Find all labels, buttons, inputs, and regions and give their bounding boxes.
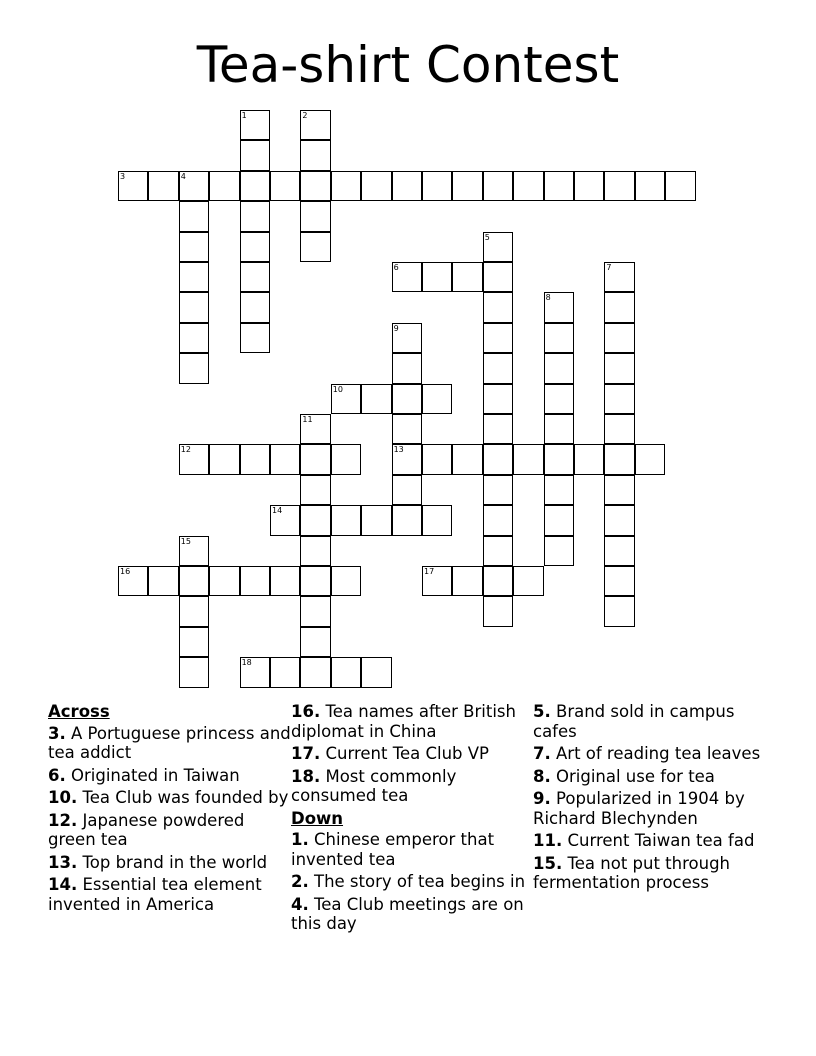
grid-cell[interactable] — [118, 171, 148, 201]
grid-cell[interactable] — [604, 323, 634, 353]
grid-cell[interactable] — [240, 444, 270, 474]
grid-cell[interactable] — [179, 171, 209, 201]
grid-cell[interactable] — [240, 566, 270, 596]
grid-cell[interactable] — [422, 566, 452, 596]
clue-text: The story of tea begins in — [308, 872, 526, 891]
grid-cell[interactable] — [300, 596, 330, 626]
grid-cell[interactable] — [179, 596, 209, 626]
grid-cell[interactable] — [300, 140, 330, 170]
grid-cell[interactable] — [331, 444, 361, 474]
cell-number: 14 — [272, 506, 283, 516]
clue-number: 1. — [291, 830, 309, 849]
grid-cell[interactable] — [604, 475, 634, 505]
grid-cell[interactable] — [300, 414, 330, 444]
clue-text: Current Taiwan tea fad — [562, 831, 755, 850]
grid-cell[interactable] — [300, 110, 330, 140]
clue — [48, 875, 293, 914]
grid-cell[interactable] — [604, 353, 634, 383]
clue — [48, 766, 293, 786]
grid-cell[interactable] — [422, 505, 452, 535]
grid-cell[interactable] — [483, 232, 513, 262]
grid-cell[interactable] — [422, 171, 452, 201]
grid-cell[interactable] — [300, 171, 330, 201]
clue-number: 11. — [533, 831, 563, 850]
clue — [48, 811, 293, 850]
grid-cell[interactable] — [392, 353, 422, 383]
grid-cell[interactable] — [361, 384, 391, 414]
grid-cell[interactable] — [270, 171, 300, 201]
grid-cell[interactable] — [544, 536, 574, 566]
clue-text: Tea names after British diplomat in China — [291, 702, 516, 741]
clue-number: 18. — [291, 766, 321, 786]
grid-cell[interactable] — [179, 627, 209, 657]
clue-number: 4. — [291, 894, 309, 914]
cell-number: 6 — [393, 263, 399, 272]
clue — [48, 788, 293, 808]
grid-cell[interactable] — [300, 566, 330, 596]
grid-cell[interactable] — [300, 657, 330, 687]
grid-cell[interactable] — [331, 384, 361, 414]
grid-cell[interactable] — [604, 596, 634, 626]
clue — [533, 854, 778, 893]
clue-text: Japanese powdered green tea — [48, 810, 245, 849]
clue-text: Chinese emperor that invented tea — [291, 830, 495, 869]
cell-number: 5 — [484, 232, 490, 242]
grid-cell[interactable] — [544, 384, 574, 414]
clue-text: Art of reading tea leaves — [550, 744, 761, 763]
grid-cell[interactable] — [604, 414, 634, 444]
grid-cell[interactable] — [604, 566, 634, 596]
grid-cell[interactable] — [604, 444, 634, 474]
clue-text: Popularized in 1904 by Richard Blechynden — [533, 789, 745, 828]
grid-cell[interactable] — [544, 505, 574, 535]
grid-cell[interactable] — [604, 292, 634, 322]
across-heading: Across — [48, 702, 110, 721]
grid-cell[interactable] — [240, 171, 270, 201]
clue-text: Tea not put through fermentation process — [533, 853, 731, 892]
grid-cell[interactable] — [392, 505, 422, 535]
cell-number: 9 — [393, 323, 399, 333]
clue — [291, 767, 536, 806]
clue-text: Top brand in the world — [77, 852, 268, 872]
grid-cell[interactable] — [179, 566, 209, 596]
grid-cell[interactable] — [483, 596, 513, 626]
grid-cell[interactable] — [392, 262, 422, 292]
puzzle-title: Tea-shirt Contest — [196, 36, 620, 94]
grid-cell[interactable] — [179, 201, 209, 231]
grid-cell[interactable] — [422, 384, 452, 414]
grid-cell[interactable] — [574, 444, 604, 474]
grid-cell[interactable] — [118, 566, 148, 596]
clue-column-1 — [48, 702, 293, 917]
clue-text: Current Tea Club VP — [320, 744, 489, 763]
clue-text: Original use for tea — [550, 766, 715, 786]
grid-cell[interactable] — [179, 444, 209, 474]
grid-cell[interactable] — [148, 171, 178, 201]
grid-cell[interactable] — [270, 505, 300, 535]
grid-cell[interactable] — [483, 505, 513, 535]
grid-cell[interactable] — [483, 323, 513, 353]
clue — [533, 789, 778, 828]
grid-cell[interactable] — [483, 171, 513, 201]
clue — [291, 744, 536, 764]
cell-number: 12 — [180, 445, 191, 455]
grid-cell[interactable] — [604, 262, 634, 292]
clue-number: 3. — [48, 723, 66, 743]
clue-number: 8. — [533, 766, 551, 786]
grid-cell[interactable] — [392, 323, 422, 353]
grid-cell[interactable] — [300, 627, 330, 657]
clue — [291, 830, 536, 869]
grid-cell[interactable] — [544, 323, 574, 353]
grid-cell[interactable] — [483, 353, 513, 383]
grid-cell[interactable] — [361, 657, 391, 687]
grid-cell[interactable] — [392, 384, 422, 414]
grid-cell[interactable] — [179, 262, 209, 292]
clue-column-2 — [291, 702, 536, 937]
clue-text: Tea Club meetings are on this day — [291, 894, 524, 933]
grid-cell[interactable] — [544, 292, 574, 322]
grid-cell[interactable] — [452, 566, 482, 596]
grid-cell[interactable] — [544, 444, 574, 474]
grid-cell[interactable] — [483, 566, 513, 596]
grid-cell[interactable] — [604, 505, 634, 535]
grid-cell[interactable] — [270, 444, 300, 474]
grid-cell[interactable] — [604, 384, 634, 414]
grid-cell[interactable] — [179, 323, 209, 353]
grid-cell[interactable] — [209, 566, 239, 596]
grid-cell[interactable] — [361, 505, 391, 535]
clue — [291, 872, 536, 892]
grid-cell[interactable] — [240, 262, 270, 292]
clue-number: 10. — [48, 788, 78, 807]
grid-cell[interactable] — [392, 171, 422, 201]
cell-number: 8 — [545, 293, 551, 303]
grid-cell[interactable] — [240, 292, 270, 322]
grid-cell[interactable] — [513, 566, 543, 596]
clue-text: Tea Club was founded by — [77, 788, 289, 807]
grid-cell[interactable] — [331, 566, 361, 596]
grid-cell[interactable] — [300, 475, 330, 505]
clue-text: A Portuguese princess and tea addict — [48, 723, 291, 762]
clue — [533, 831, 778, 851]
grid-cell[interactable] — [209, 444, 239, 474]
clue-text: Most commonly consumed tea — [291, 766, 457, 805]
clue — [291, 895, 536, 934]
cell-number: 7 — [606, 263, 612, 272]
grid-cell[interactable] — [300, 201, 330, 231]
grid-cell[interactable] — [209, 171, 239, 201]
grid-cell[interactable] — [483, 536, 513, 566]
clue-number: 5. — [533, 702, 551, 721]
grid-cell[interactable] — [604, 171, 634, 201]
clue-number: 9. — [533, 789, 551, 808]
clue — [48, 853, 293, 873]
grid-cell[interactable] — [544, 171, 574, 201]
grid-cell[interactable] — [665, 171, 695, 201]
grid-cell[interactable] — [392, 475, 422, 505]
grid-cell[interactable] — [513, 171, 543, 201]
grid-cell[interactable] — [544, 475, 574, 505]
grid-cell[interactable] — [452, 262, 482, 292]
grid-cell[interactable] — [240, 323, 270, 353]
grid-cell[interactable] — [483, 262, 513, 292]
clue-number: 15. — [533, 853, 563, 873]
clue — [533, 744, 778, 764]
cell-number: 1 — [241, 111, 247, 120]
grid-cell[interactable] — [604, 536, 634, 566]
clue-text: Originated in Taiwan — [65, 765, 240, 785]
clue — [533, 702, 778, 741]
cell-number: 11 — [302, 415, 313, 424]
grid-cell[interactable] — [300, 536, 330, 566]
cell-number: 10 — [332, 384, 343, 394]
grid-cell[interactable] — [452, 444, 482, 474]
grid-cell[interactable] — [392, 414, 422, 444]
cell-number: 4 — [180, 171, 186, 181]
clue-number: 13. — [48, 852, 78, 872]
clue-number: 7. — [533, 744, 551, 763]
grid-cell[interactable] — [240, 140, 270, 170]
grid-cell[interactable] — [635, 171, 665, 201]
grid-cell[interactable] — [240, 657, 270, 687]
grid-cell[interactable] — [300, 444, 330, 474]
grid-cell[interactable] — [483, 414, 513, 444]
cell-number: 16 — [120, 567, 131, 576]
grid-cell[interactable] — [422, 444, 452, 474]
grid-cell[interactable] — [513, 444, 543, 474]
grid-cell[interactable] — [483, 292, 513, 322]
grid-cell[interactable] — [240, 232, 270, 262]
grid-cell[interactable] — [240, 201, 270, 231]
grid-cell[interactable] — [574, 171, 604, 201]
grid-cell[interactable] — [544, 353, 574, 383]
grid-cell[interactable] — [483, 475, 513, 505]
grid-cell[interactable] — [148, 566, 178, 596]
clue-number: 14. — [48, 875, 78, 894]
grid-cell[interactable] — [179, 232, 209, 262]
grid-cell[interactable] — [331, 171, 361, 201]
cell-number: 15 — [180, 536, 191, 546]
cell-number: 18 — [241, 658, 252, 668]
clue-text: Essential tea element invented in America — [48, 875, 262, 914]
grid-cell[interactable] — [270, 566, 300, 596]
clue-number: 6. — [48, 765, 66, 785]
clue-column-3 — [533, 702, 778, 896]
clue-number: 12. — [48, 810, 78, 830]
grid-cell[interactable] — [483, 384, 513, 414]
grid-cell[interactable] — [452, 171, 482, 201]
grid-cell[interactable] — [392, 444, 422, 474]
grid-cell[interactable] — [179, 536, 209, 566]
clue-text: Brand sold in campus cafes — [533, 702, 735, 741]
cell-number: 13 — [393, 445, 404, 455]
grid-cell[interactable] — [300, 232, 330, 262]
grid-cell[interactable] — [331, 657, 361, 687]
grid-cell[interactable] — [240, 110, 270, 140]
cell-number: 3 — [120, 171, 126, 181]
grid-cell[interactable] — [422, 262, 452, 292]
clue-number: 16. — [291, 702, 321, 721]
grid-cell[interactable] — [270, 657, 300, 687]
clue-number: 17. — [291, 744, 321, 763]
grid-cell[interactable] — [179, 353, 209, 383]
clue — [533, 767, 778, 787]
down-heading: Down — [291, 808, 344, 828]
grid-cell[interactable] — [331, 505, 361, 535]
clue-number: 2. — [291, 872, 309, 891]
grid-cell[interactable] — [300, 505, 330, 535]
grid-cell[interactable] — [179, 292, 209, 322]
cell-number: 2 — [302, 111, 308, 120]
clue — [48, 724, 293, 763]
grid-cell[interactable] — [179, 657, 209, 687]
grid-cell[interactable] — [635, 444, 665, 474]
grid-cell[interactable] — [544, 414, 574, 444]
grid-cell[interactable] — [483, 444, 513, 474]
cell-number: 17 — [424, 567, 435, 576]
clue — [291, 702, 536, 741]
grid-cell[interactable] — [361, 171, 391, 201]
